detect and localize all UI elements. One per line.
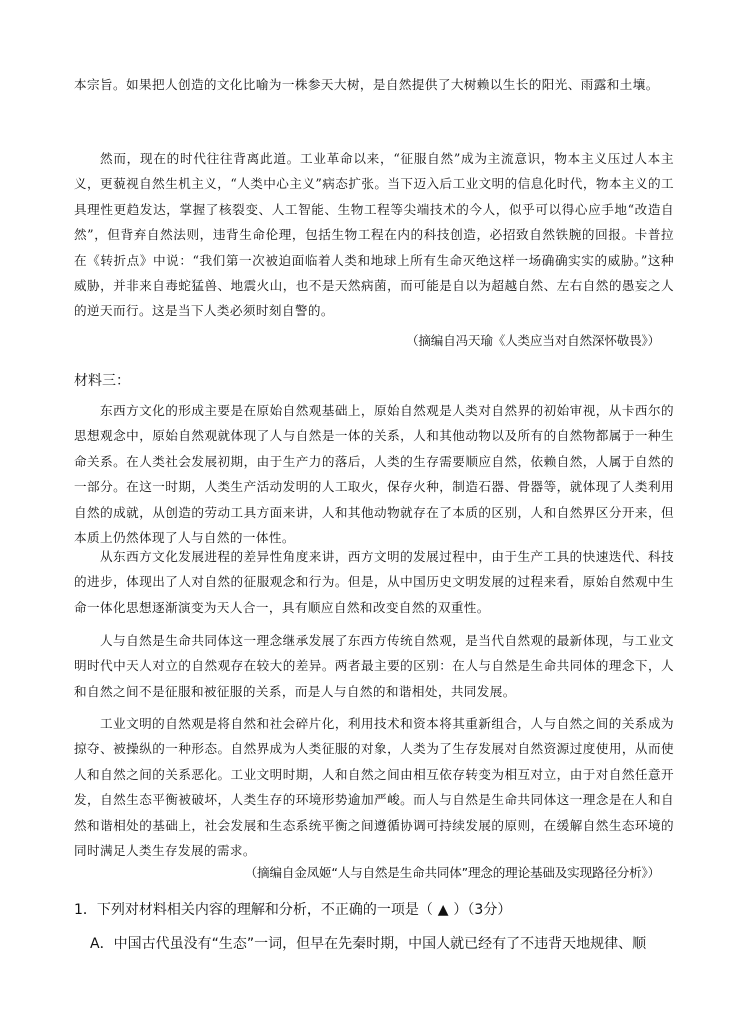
material2-paragraph-1: 本宗旨。如果把人创造的文化比喻为一株参天大树，是自然提供了大树赖以生长的阳光、雨露和土壤。 xyxy=(74,77,659,92)
question-score: ）（3分） xyxy=(453,902,512,918)
answer-placeholder: ▲ xyxy=(432,902,454,918)
material3-paragraph-4: 工业文明的自然观是将自然和社会碎片化，利用技术和资本将其重新组合，人与自然之间的关系成为掠夺、被操纵的一种形态。自然界成为人类征服的对象，人类为了生存发展对自然资源过度使用，从而使人和自然之间的关系恶化。工业文明时期，人和自然之间由相互依存转变为相互对立，由于对自然任意开发，自然生态平衡被破坏，人类生存的环境形势逾加严峻。而人与自然是生命共同体这一理念是在人和自然和谐相处的基础上，社会发展和生态系统平衡之间遵循协调可持续发展的原则，在缓解自然生态环境的同时满足人类生存发展的需求。 xyxy=(74,716,674,859)
material2-source: （摘编自冯天瑜《人类应当对自然深怀敬畏》） xyxy=(406,333,660,348)
question-1-option-a: A．中国古代虽没有“生态”一词，但早在先秦时期，中国人就已经有了不违背天地规律、顺 xyxy=(90,936,647,952)
question-stem-text: 1．下列对材料相关内容的理解和分析，不正确的一项是（ xyxy=(74,902,433,918)
material3-paragraph-1: 东西方文化的形成主要是在原始自然观基础上，原始自然观是人类对自然界的初始审视，从卡西尔的思想观念中，原始自然观就体现了人与自然是一体的关系，人和其他动物以及所有的自然物都属于一种生命关系。在人类社会发展初期，由于生产力的落后，人类的生存需要顺应自然，依赖自然，人属于自然的一部分。在这一时期，人类生产活动发明的人工取火，保存火种，制造石器、骨器等，就体现了人类利用自然的成就，从创造的劳动工具方面来讲，人和其他动物就存在了本质的区别，人和自然界区分开来，但本质上仍然体现了人与自然的一体性。 xyxy=(74,403,674,546)
material3-heading: 材料三： xyxy=(74,373,130,389)
material3-source: （摘编自金凤姬“人与自然是生命共同体”理念的理论基础及实现路径分析》） xyxy=(244,865,660,880)
material3-paragraph-3: 人与自然是生命共同体这一理念继承发展了东西方传统自然观，是当代自然观的最新体现，与工业文明时代中天人对立的自然观存在较大的差异。两者最主要的区别：在人与自然是生命共同体的理念下，人和自然之间不是征服和被征服的关系，而是人与自然的和谐相处，共同发展。 xyxy=(74,633,674,699)
material3-paragraph-2: 从东西方文化发展进程的差异性角度来讲，西方文明的发展过程中，由于生产工具的快速迭代、科技的进步，体现出了人对自然的征服观念和行为。但是，从中国历史文明发展的过程来看，原始自然观中生命一体化思想逐渐演变为天人合一，具有顺应自然和改变自然的双重性。 xyxy=(74,549,674,615)
material2-paragraph-2: 然而，现在的时代往往背离此道。工业革命以来，“征服自然”成为主流意识，物本主义压过人本主义，更藐视自然生机主义，“人类中心主义”病态扩张。当下迈入后工业文明的信息化时代，物本主义的工具理性更趋发达，掌握了核裂变、人工智能、生物工程等尖端技术的今人，似乎可以得心应手地“改造自然”，但背弃自然法则，违背生命伦理，包括生物工程在内的科技创造，必招致自然铁腕的回报。卡普拉在《转折点》中说：“我们第一次被迫面临着人类和地球上所有生命灭绝这样一场确确实实的威胁。”这种威胁，并非来自毒蛇猛兽、地震火山，也不是天然病菌，而可能是自以为超越自然、左右自然的愚妄之人的逆天而行。这是当下人类必须时刻自警的。 xyxy=(74,151,674,319)
question-1-stem xyxy=(74,899,511,921)
